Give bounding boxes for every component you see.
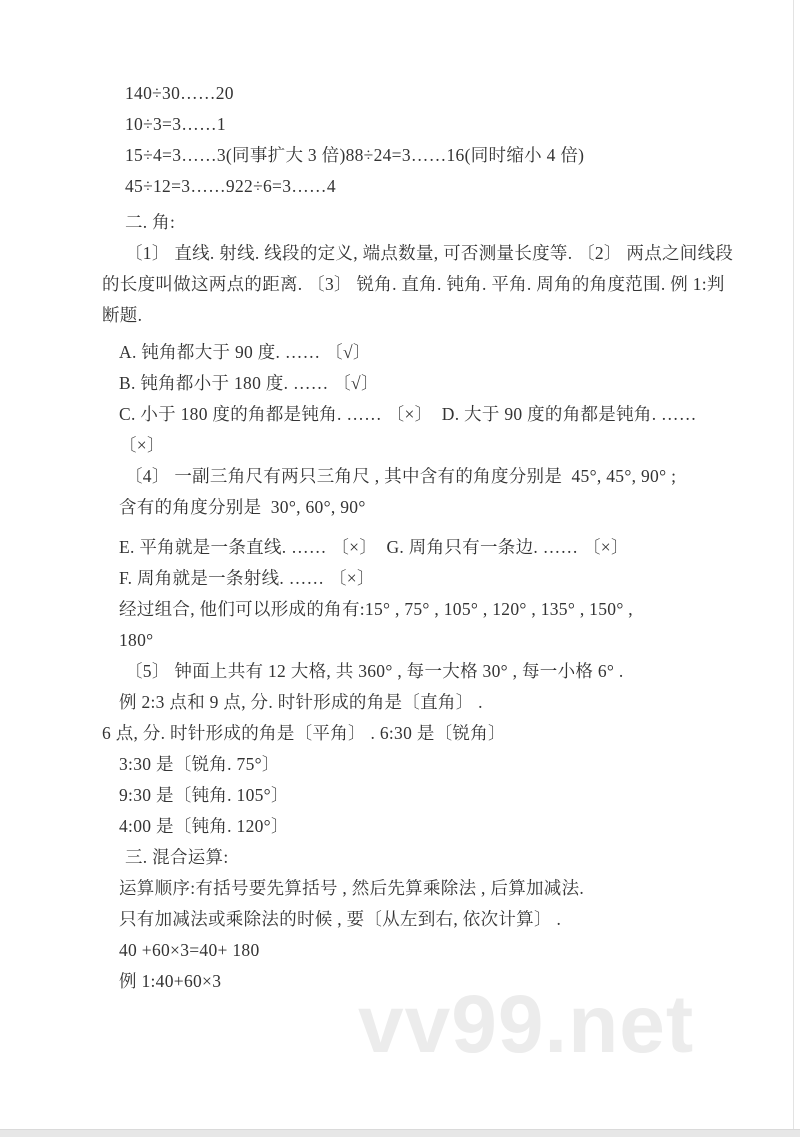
document-line: 含有的角度分别是 30°, 60°, 90°: [119, 497, 366, 517]
document-line: 例 2:3 点和 9 点, 分. 时针形成的角是〔直角〕 .: [119, 692, 483, 712]
document-line: 〔×〕: [119, 435, 165, 455]
page-right-edge: [793, 0, 794, 1137]
document-line: 9:30 是〔钝角. 105°〕: [119, 785, 289, 805]
document-line: 40 +60×3=40+ 180: [119, 940, 260, 960]
document-line: 运算顺序:有括号要先算括号 , 然后先算乘除法 , 后算加减法.: [119, 878, 585, 898]
document-line: 二. 角:: [125, 212, 176, 232]
document-line: A. 钝角都大于 90 度. …… 〔√〕: [119, 342, 371, 362]
document-line: 6 点, 分. 时针形成的角是〔平角〕 . 6:30 是〔锐角〕: [102, 723, 506, 743]
document-line: 的长度叫做这两点的距离. 〔3〕 锐角. 直角. 钝角. 平角. 周角的角度范围. 例 1:判: [102, 274, 725, 294]
document-line: 3:30 是〔锐角. 75°〕: [119, 754, 280, 774]
document-line: F. 周角就是一条射线. …… 〔×〕: [119, 568, 375, 588]
document-line: E. 平角就是一条直线. …… 〔×〕 G. 周角只有一条边. …… 〔×〕: [119, 537, 629, 557]
document-line: 〔4〕 一副三角尺有两只三角尺 , 其中含有的角度分别是 45°, 45°, 90° ;: [125, 466, 677, 486]
document-line: B. 钝角都小于 180 度. …… 〔√〕: [119, 373, 379, 393]
document-line: 三. 混合运算:: [125, 847, 229, 867]
document-line: 45÷12=3……922÷6=3……4: [125, 176, 336, 196]
document-line: 例 1:40+60×3: [119, 971, 222, 991]
document-line: 140÷30……20: [125, 83, 234, 103]
document-line: 180°: [119, 630, 154, 650]
document-line: 〔5〕 钟面上共有 12 大格, 共 360° , 每一大格 30° , 每一小格 6° .: [125, 661, 624, 681]
document-line: 10÷3=3……1: [125, 114, 226, 134]
document-content: [102, 78, 742, 997]
watermark: vv99.net: [358, 979, 695, 1070]
document-line: C. 小于 180 度的角都是钝角. …… 〔×〕 D. 大于 90 度的角都是钝角. ……: [119, 404, 697, 424]
document-line: 〔1〕 直线. 射线. 线段的定义, 端点数量, 可否测量长度等. 〔2〕 两点之间线段: [125, 243, 734, 263]
document-line: 15÷4=3……3(同事扩大 3 倍)88÷24=3……16(同时缩小 4 倍): [125, 145, 585, 165]
document-line: 断题.: [102, 305, 143, 325]
document-line: 4:00 是〔钝角. 120°〕: [119, 816, 289, 836]
document-line: 经过组合, 他们可以形成的角有:15° , 75° , 105° , 120° , 135° , 150° ,: [119, 599, 633, 619]
document-line: 只有加减法或乘除法的时候 , 要〔从左到右, 依次计算〕 .: [119, 909, 562, 929]
page-bottom-bar: [0, 1129, 800, 1137]
